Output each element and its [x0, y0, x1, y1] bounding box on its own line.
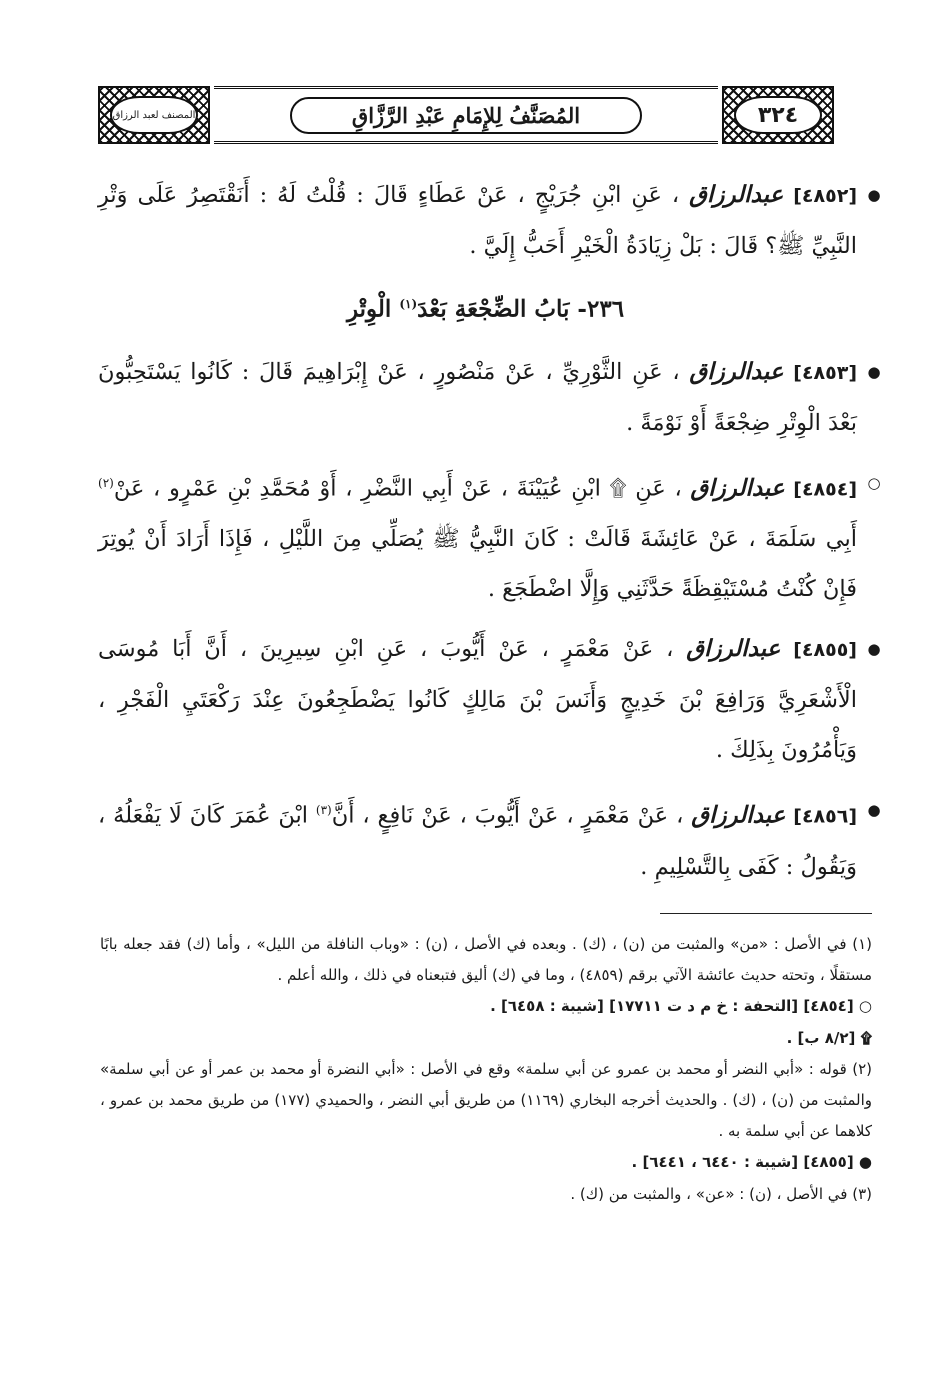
narrator-name: عبدالرزاق — [689, 181, 784, 208]
chapter-title-end: الْوِتْرِ — [346, 295, 392, 323]
emblem-ornament — [98, 86, 210, 144]
footnotes — [100, 929, 872, 1210]
chapter-heading — [98, 281, 873, 333]
hadith-number: [٤٨٥٢] — [793, 185, 857, 207]
narrator-name: عبدالرزاق — [691, 801, 786, 829]
circle-icon: ○ — [867, 473, 881, 492]
bullet-icon: ● — [867, 801, 881, 820]
page-number: ٣٢٤ — [734, 96, 822, 134]
emblem-text: المصنف لعبد الرزاق — [110, 96, 198, 134]
footnote-ref: (٢) — [98, 475, 114, 490]
page-number-ornament — [722, 86, 834, 144]
reference-4854: ○ [٤٨٥٤] [التحفة : خ م د ت ١٧٧١١] [شيبة : ٦٤٥٨] . — [490, 997, 872, 1016]
footnote-1: (١) في الأصل : «من» والمثبت من (ن) ، (ك) . وبعده في الأصل ، (ن) : «وباب النافلة من الليل» ، وأما (ك) فقد جعله بابًا مستقلًا ، وتحته حديث عائشة الآتي برقم (٤٨٥٩) ، وما في (ك) أليق فتبعناه في ذلك ، والله أعلم . — [100, 935, 872, 985]
hadith-4854 — [98, 458, 881, 615]
bullet-icon: ● — [867, 640, 881, 659]
main-text — [98, 170, 881, 902]
bullet-icon: ● — [867, 362, 881, 381]
hadith-text: ، عَنِ ابْنِ جُرَيْجٍ ، عَنْ عَطَاءٍ قَالَ : قُلْتُ لَهُ : أَنَقْتَصِرُ عَلَى وَتْرِ النَّبِيِّ ﷺ؟ قَالَ : بَلْ زِيَادَةُ الْخَيْرِ أَحَبُّ إِلَيَّ . — [98, 182, 857, 259]
hadith-text-end: أَبِي سَلَمَةَ ، عَنْ عَائِشَةَ قَالَتْ : كَانَ النَّبِيُّ ﷺ يُصَلِّي مِنَ اللَّيْلِ ، فَإِذَا أَرَادَ أَنْ يُوتِرَ فَإِنْ كُنْتُ مُسْتَيْقِظَةً حَدَّثَنِي وَإِلَّا اضْطَجَعَ . — [98, 526, 857, 603]
narrator-name: عبدالرزاق — [690, 474, 785, 502]
manuscript-folio-note: ۩ [٨/٢ ب] . — [786, 1028, 872, 1047]
hadith-text-start: ، عَنِ ۩ ابْنِ عُيَيْنَةَ ، عَنْ أَبِي النَّضْرِ ، أَوْ مُحَمَّدِ بْنِ عَمْرٍو ، عَنْ — [113, 475, 682, 502]
hadith-4852 — [98, 170, 881, 271]
running-title-banner — [214, 86, 718, 144]
footnote-divider — [660, 913, 872, 914]
footnote-2: (٢) قوله : «أبي النضر أو محمد بن عمرو عن أبي سلمة» وقع في الأصل : «أبي النضرة أو محمد بن عمر أو عن أبي سلمة» والمثبت من (ن) ، (ك) . والحديث أخرجه البخاري (١١٦٩) من طريق أبي النضر ، والحميدي (١٧٧) من طريق محمد بن عمرو ، كلاهما عن أبي سلمة به . — [100, 1059, 873, 1141]
hadith-number: [٤٨٥٣] — [793, 361, 858, 384]
footnote-ref: (٣) — [315, 803, 332, 818]
footnote-ref: (١) — [399, 297, 418, 311]
hadith-4856 — [98, 785, 881, 892]
footnote-3: (٣) في الأصل ، (ن) : «عن» ، والمثبت من (ك) . — [570, 1184, 872, 1203]
hadith-number: [٤٨٥٤] — [793, 478, 858, 501]
reference-4855: ● [٤٨٥٥] [شيبة : ٦٤٤٠ ، ٦٤٤١] . — [631, 1153, 872, 1172]
hadith-text-start: ، عَنْ مَعْمَرٍ ، عَنْ أَيُّوبَ ، عَنْ نَافِعٍ ، أَنَّ — [331, 802, 684, 829]
hadith-text: ، عَنْ مَعْمَرٍ ، عَنْ أَيُّوبَ ، عَنِ ابْنِ سِيرِينَ ، أَنَّ أَبَا مُوسَى الْأَشْعَرِيَّ وَرَافِعَ بْنَ خَدِيجٍ وَأَنَسَ بْنَ مَالِكٍ كَانُوا يَضْطَجِعُونَ عِنْدَ رَكْعَتَيِ الْفَجْرِ ، وَيَأْمُرُونَ بِذَلِكَ . — [98, 636, 857, 764]
hadith-text: ، عَنِ الثَّوْرِيِّ ، عَنْ مَنْصُورٍ ، عَنْ إِبْرَاهِيمَ قَالَ : كَانُوا يَسْتَحِبُّونَ بَعْدَ الْوِتْرِ ضِجْعَةً أَوْ نَوْمَةً . — [98, 358, 857, 436]
narrator-name: عبدالرزاق — [689, 357, 784, 385]
hadith-number: [٤٨٥٥] — [793, 639, 857, 662]
hadith-4853 — [98, 347, 881, 448]
hadith-text-end: ابْنَ عُمَرَ كَانَ لَا يَفْعَلُهُ ، وَيَقُولُ : كَفَى بِالتَّسْلِيمِ . — [98, 802, 857, 880]
running-title: المُصَنَّفُ لِلإِمَامِ عَبْدِ الرَّزَّاقِ — [290, 97, 642, 134]
chapter-title-start: ٢٣٦- بَابُ الضِّجْعَةِ بَعْدَ — [417, 295, 625, 323]
narrator-name: عبدالرزاق — [686, 635, 781, 663]
hadith-number: [٤٨٥٦] — [793, 805, 858, 828]
hadith-4855 — [98, 624, 881, 775]
page-header — [98, 86, 834, 144]
bullet-icon: ● — [867, 186, 881, 204]
